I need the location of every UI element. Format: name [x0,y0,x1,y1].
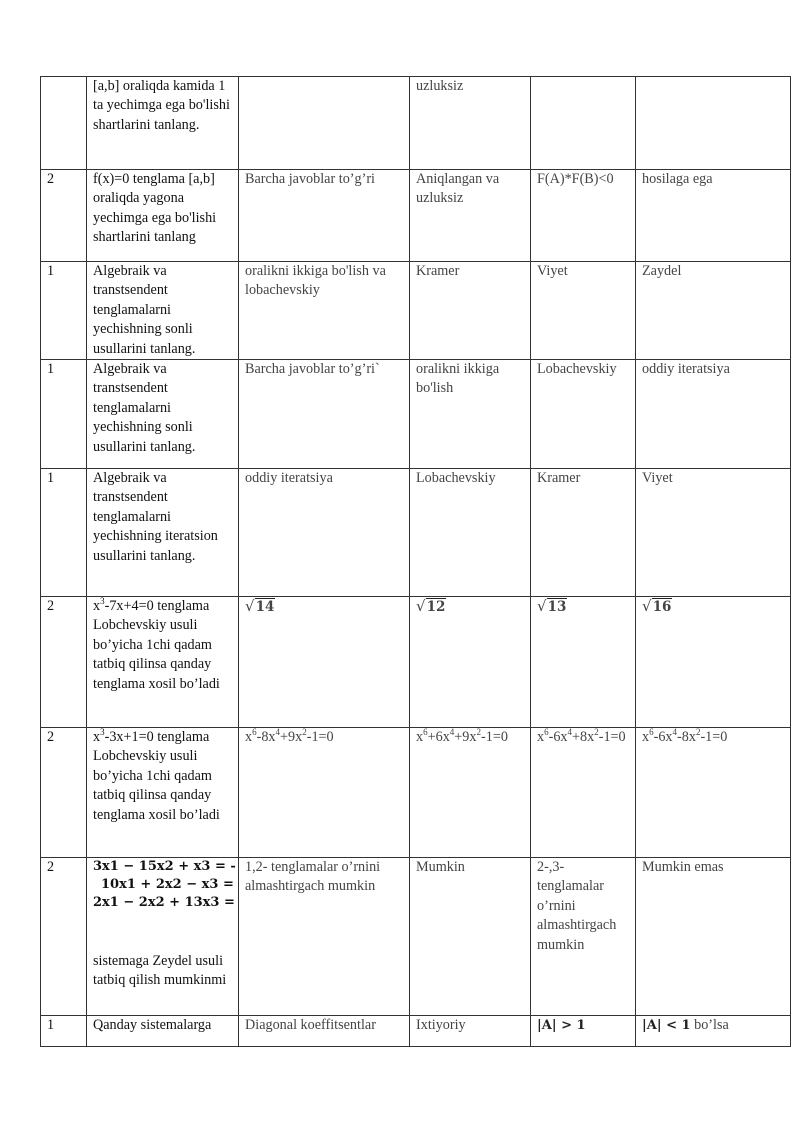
question-text: Algebraik va transtsendent tenglamalarni yechishning sonli usullarini tanlang. [87,262,239,360]
table-row [41,1016,791,1047]
system-equation-3: 2x1 − 2x2 + 13x3 = [93,895,235,911]
question-text: Algebraik va transtsendent tenglamalarni yechishning iteratsion usullarini tanlang. [87,469,239,597]
table-row [41,728,791,858]
table-row [41,170,791,262]
option-2: uzluksiz [410,77,531,170]
option-3 [531,1016,636,1047]
table-row [41,597,791,728]
table-row [41,469,791,597]
polynomial-expression: $x^6-6x^4-8x^2-1=0$ [642,727,728,746]
option-3 [531,728,636,858]
determinant-expression: |A| > 1 [537,1018,586,1034]
option-2 [410,597,531,728]
option-4: Viyet [636,469,791,597]
question-body: sistemaga Zeydel usuli tatbiq qilish mumkinmi [93,953,227,989]
option-3: Kramer [531,469,636,597]
option-3 [531,77,636,170]
option-1: oddiy iteratsiya [239,469,410,597]
option-4: Mumkin emas [636,858,791,1016]
option-suffix: bo’lsa [694,1017,729,1034]
question-polynomial: $x^3-7x+4=0$ tenglama [93,596,210,615]
option-2: Mumkin [410,858,531,1016]
option-3: 2-,3- tenglamalar o’rnini almashtirgach mumkin [531,858,636,1016]
table-row [41,262,791,360]
question-text [87,597,239,728]
option-1: 1,2- tenglamalar o’rnini almashtirgach mumkin [239,858,410,1016]
option-4: oddiy iteratsiya [636,360,791,469]
question-text [87,728,239,858]
question-text: Algebraik va transtsendent tenglamalarni yechishning sonli usullarini tanlang. [87,360,239,469]
questions-table [40,76,791,1047]
polynomial-expression: $x^6-8x^4+9x^2-1=0$ [245,727,334,746]
question-number: 2 [41,728,87,858]
question-number: 2 [41,597,87,728]
polynomial-expression: $x^6-6x^4+8x^2-1=0$ [537,727,626,746]
table-row [41,77,791,170]
option-4 [636,597,791,728]
question-text: Qanday sistemalarga [87,1016,239,1047]
option-4 [636,77,791,170]
option-4: Zaydel [636,262,791,360]
option-3: Lobachevskiy [531,360,636,469]
system-equation-2: 10x1 + 2x2 − x3 = [101,877,234,893]
question-body: Lobchevskiy usuli bo’yicha 1chi qadam tatbiq qilinsa qanday tenglama xosil bo’ladi [93,617,220,692]
option-2: oralikni ikkiga bo'lish [410,360,531,469]
option-4 [636,728,791,858]
option-2: Ixtiyoriy [410,1016,531,1047]
question-number: 1 [41,469,87,597]
question-number: 2 [41,170,87,262]
option-1 [239,728,410,858]
option-2 [410,728,531,858]
option-2: Kramer [410,262,531,360]
question-number: 1 [41,360,87,469]
option-1: Diagonal koeffitsentlar [239,1016,410,1047]
option-3 [531,597,636,728]
polynomial-expression: $x^6+6x^4+9x^2-1=0$ [416,727,508,746]
option-3: F(A)*F(B)<0 [531,170,636,262]
option-1: oralikni ikkiga bo'lish va lobachevskiy [239,262,410,360]
question-text: f(x)=0 tenglama [a,b] oraliqda yagona yechimga ega bo'lishi shartlarini tanlang [87,170,239,262]
system-equation-1: 3x1 − 15x2 + x3 = - [93,859,236,875]
option-1: Barcha javoblar to’g’ri` [239,360,410,469]
option-3: Viyet [531,262,636,360]
sqrt-expression: √13 [537,597,567,616]
option-4 [636,1016,791,1047]
question-number: 1 [41,1016,87,1047]
table-row [41,360,791,469]
sqrt-expression: √16 [642,597,672,616]
option-1 [239,597,410,728]
sqrt-expression: √14 [245,597,275,616]
question-polynomial: $x^3-3x+1=0$ tenglama [93,727,210,746]
question-number [41,77,87,170]
question-text: [a,b] oraliqda kamida 1 ta yechimga ega bo'lishi shartlarini tanlang. [87,77,239,170]
option-1 [239,77,410,170]
question-text [87,858,239,1016]
option-2: Lobachevskiy [410,469,531,597]
option-1: Barcha javoblar to’g’ri [239,170,410,262]
question-body: Lobchevskiy usuli bo’yicha 1chi qadam tatbiq qilinsa qanday tenglama xosil bo’ladi [93,748,220,823]
question-number: 1 [41,262,87,360]
option-4: hosilaga ega [636,170,791,262]
question-number: 2 [41,858,87,1016]
table-row [41,858,791,1016]
sqrt-expression: √12 [416,597,446,616]
determinant-expression: |A| < 1 [642,1018,691,1034]
option-2: Aniqlangan va uzluksiz [410,170,531,262]
